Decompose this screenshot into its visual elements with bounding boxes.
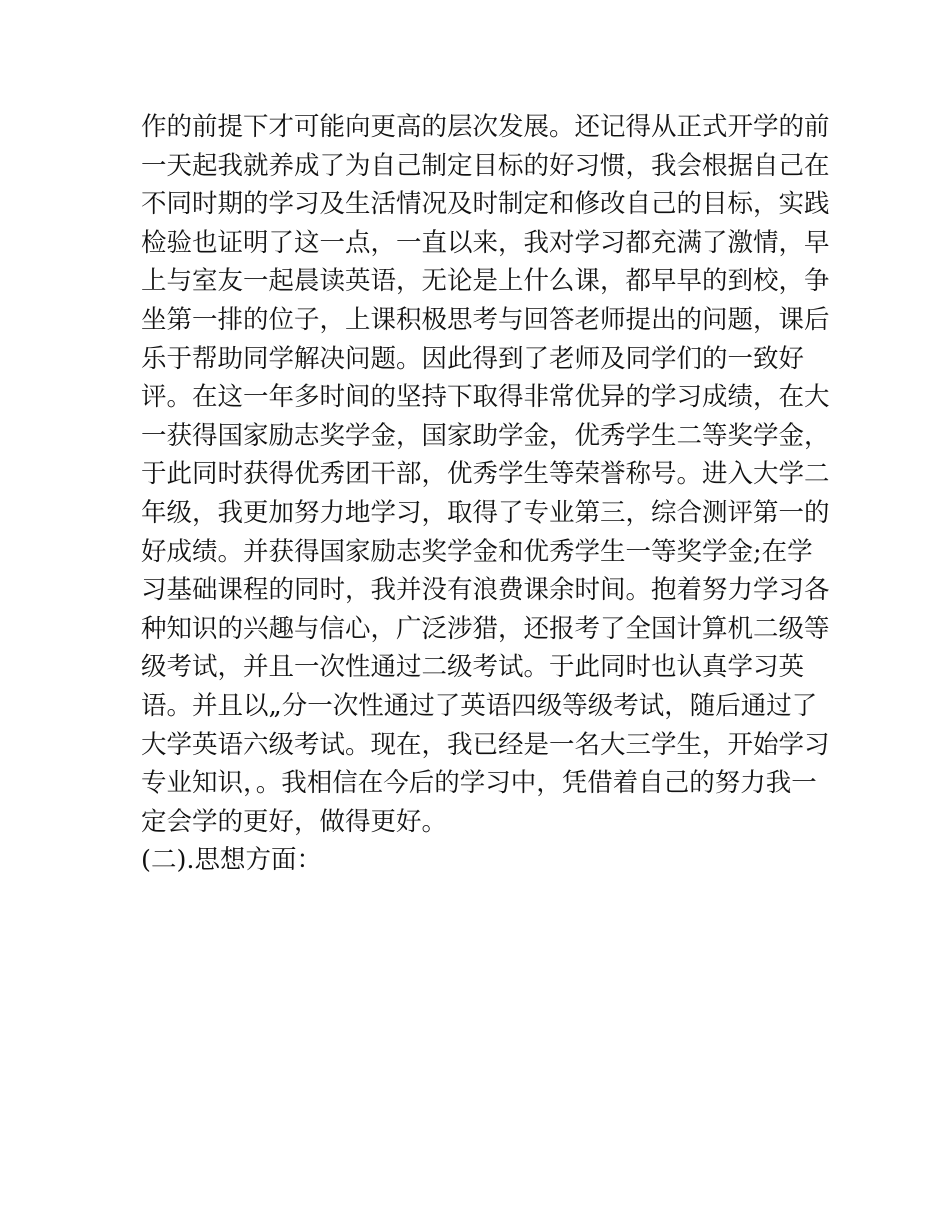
text-line: 坐第一排的位子，上课积极思考与回答老师提出的问题，课后 [141,304,830,335]
text-line: 年级，我更加努力地学习，取得了专业第三，综合测评第一的 [141,497,830,528]
text-line: 专业知识，。我相信在今后的学习中，凭借着自己的努力我一 [141,768,817,799]
text-line: 检验也证明了这一点，一直以来，我对学习都充满了激情，早 [141,227,830,258]
text-line: 语。并且以„分一次性通过了英语四级等级考试，随后通过了 [141,690,818,721]
text-line: 大学英语六级考试。现在，我已经是一名大三学生，开始学习 [141,729,830,760]
text-line: 级考试，并且一次性通过二级考试。于此同时也认真学习英 [141,652,805,683]
text-line: 于此同时获得优秀团干部，优秀学生等荣誉称号。进入大学二 [141,459,830,490]
text-line: 作的前提下才可能向更高的层次发展。还记得从正式开学的前 [141,112,830,142]
text-line: 一获得国家励志奖学金，国家助学金，优秀学生二等奖学金， [141,420,830,451]
text-line: 好成绩。并获得国家励志奖学金和优秀学生一等奖学金;在学 [141,536,813,567]
text-line: 评。在这一年多时间的坚持下取得非常优异的学习成绩，在大 [141,382,830,413]
text-line: 一天起我就养成了为自己制定目标的好习惯，我会根据自己在 [141,150,830,181]
text-line: 习基础课程的同时，我并没有浪费课余时间。抱着努力学习各 [141,575,830,606]
text-line: 上与室友一起晨读英语，无论是上什么课，都早早的到校，争 [141,266,830,297]
text-line: 不同时期的学习及生活情况及时制定和修改自己的目标，实践 [141,189,830,220]
section-heading: (二).思想方面： [141,845,323,876]
text-line: 定会学的更好，做得更好。 [141,806,448,837]
text-line: 乐于帮助同学解决问题。因此得到了老师及同学们的一致好 [141,343,805,374]
text-line: 种知识的兴趣与信心，广泛涉猎，还报考了全国计算机二级等 [141,613,830,644]
document-body [141,108,830,880]
